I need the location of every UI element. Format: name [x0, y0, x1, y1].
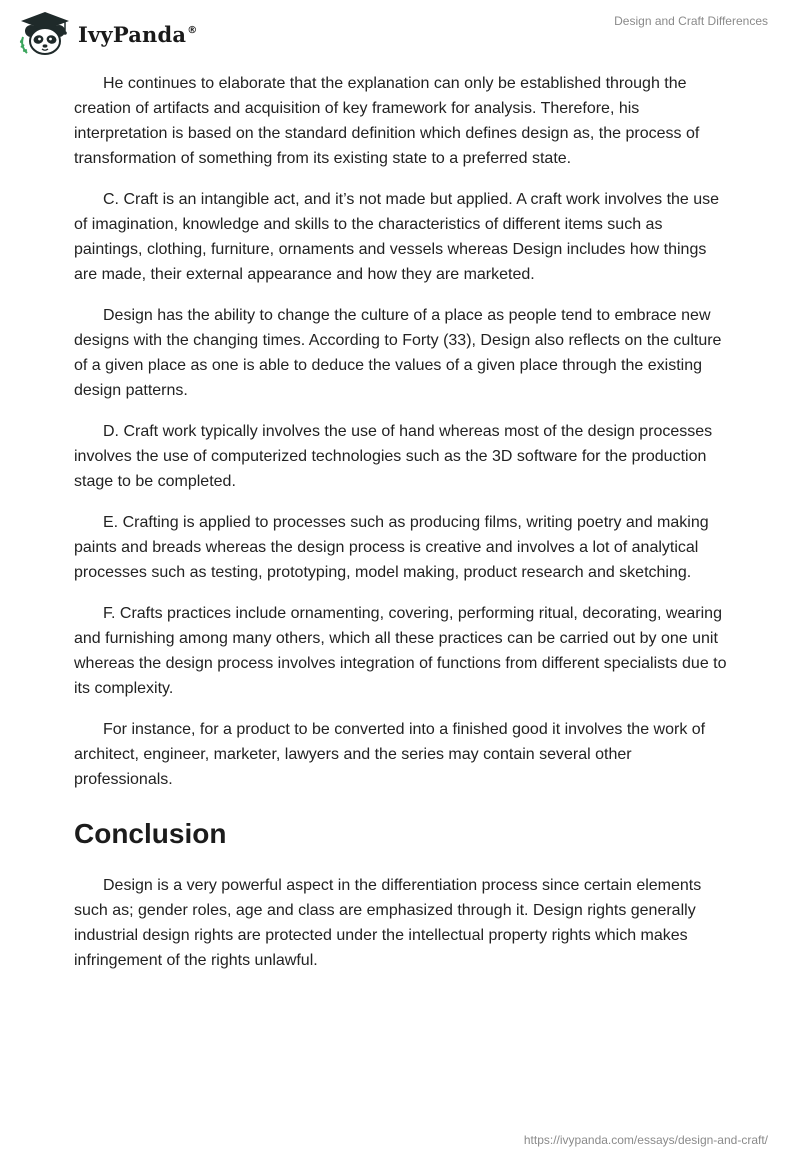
brand-name: IvyPanda®: [78, 21, 198, 47]
body-paragraph: F. Crafts practices include ornamenting, covering, performing ritual, decorating, wearing and furnishing among many others, which all these practices can be carried out by one unit whereas the design process involves integration of functions from different specialists due to its complexity.: [74, 605, 727, 697]
body-paragraph: E. Crafting is applied to processes such as producing films, writing poetry and making paints and breads whereas the design process is creative and involves a lot of analytical processes such as testing, prototyping, model making, product research and sketching.: [74, 514, 709, 581]
body-paragraph: For instance, for a product to be converted into a finished good it involves the work of architect, engineer, marketer, lawyers and the series may contain several other professionals.: [74, 721, 706, 788]
document-title: Design and Craft Differences: [614, 14, 768, 28]
conclusion-paragraph: Design is a very powerful aspect in the differentiation process since certain elements such as; gender roles, age and class are emphasized through it. Design rights generally industrial design rights are protected under the intellectual property rights which makes infringement of the rights unlawful.: [74, 877, 702, 969]
registered-mark: ®: [187, 24, 198, 36]
page-header: [0, 0, 800, 64]
conclusion-heading: Conclusion: [74, 818, 227, 849]
essay-content: [74, 71, 730, 989]
panda-graduate-icon: [14, 10, 76, 56]
ivypanda-logo[interactable]: [14, 10, 197, 56]
body-paragraph: C. Craft is an intangible act, and it’s not made but applied. A craft work involves the use of imagination, knowledge and skills to the characteristics of different items such as paintings, clothing, furniture, ornaments and vessels whereas Design includes how things are made, their external appearance and how they are marketed.: [74, 191, 720, 283]
source-url[interactable]: https://ivypanda.com/essays/design-and-craft/: [523, 1133, 768, 1147]
body-paragraph: He continues to elaborate that the explanation can only be established through the creation of artifacts and acquisition of key framework for analysis. Therefore, his interpretation is based on the standard definition which defines design as, the process of transformation of something from its existing state to a preferred state.: [74, 75, 700, 167]
body-paragraph: D. Craft work typically involves the use of hand whereas most of the design processes involves the use of computerized technologies such as the 3D software for the production stage to be completed.: [74, 423, 713, 490]
body-paragraph: Design has the ability to change the culture of a place as people tend to embrace new designs with the changing times. According to Forty (33), Design also reflects on the culture of a given place as one is able to deduce the values of a given place through the existing design patterns.: [74, 307, 722, 399]
